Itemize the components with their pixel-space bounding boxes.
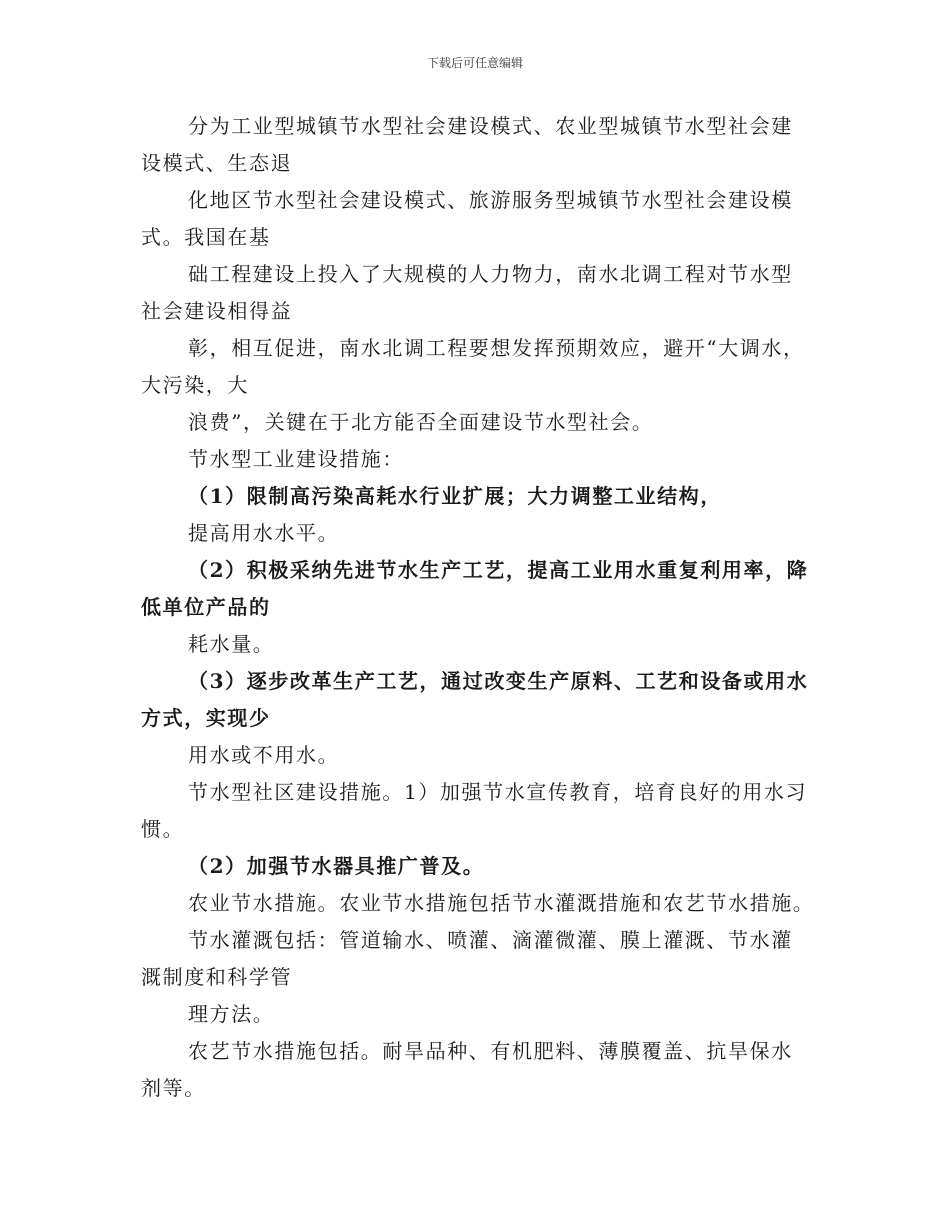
text-line: （3）逐步改革生产工艺，通过改变生产原料、工艺和设备或用水 xyxy=(188,669,809,693)
text-line: 理方法。 xyxy=(188,1002,275,1026)
text-line: 化地区节水型社会建设模式、旅游服务型城镇节水型社会建设模 xyxy=(188,188,793,212)
text-line: 提高用水水平。 xyxy=(188,521,340,545)
text-line: 农业节水措施。农业节水措施包括节水灌溉措施和农艺节水措施。 xyxy=(188,891,815,915)
text-line: 惯。 xyxy=(141,817,185,841)
text-line: （2）积极采纳先进节水生产工艺，提高工业用水重复利用率，降 xyxy=(188,558,809,582)
text-line: 彰，相互促进，南水北调工程要想发挥预期效应，避开“大调水， xyxy=(188,336,805,360)
text-line: 节水型工业建设措施： xyxy=(188,447,404,471)
page-header: 下载后可任意编辑 xyxy=(426,56,523,70)
text-line: 耗水量。 xyxy=(188,632,275,656)
text-line: （2）加强节水器具推广普及。 xyxy=(188,854,485,878)
text-line: 节水灌溉包括：管道输水、喷灌、滴灌微灌、膜上灌溉、节水灌 xyxy=(188,928,793,952)
text-line: 低单位产品的 xyxy=(141,595,271,619)
text-line: 剂等。 xyxy=(141,1076,206,1100)
text-line: 农艺节水措施包括。耐旱品种、有机肥料、薄膜覆盖、抗旱保水 xyxy=(188,1039,793,1063)
text-line: （1）限制高污染高耗水行业扩展；大力调整工业结构， xyxy=(188,484,722,508)
text-line: 大污染，大 xyxy=(141,373,249,397)
text-line: 式。我国在基 xyxy=(141,225,271,249)
text-line: 用水或不用水。 xyxy=(188,743,340,767)
text-line: 浪费”，关键在于北方能否全面建设节水型社会。 xyxy=(188,410,654,434)
document-body xyxy=(141,108,831,1107)
text-line: 设模式、生态退 xyxy=(141,151,293,175)
text-line: 节水型社区建设措施。1）加强节水宣传教育，培育良好的用水习 xyxy=(188,780,808,804)
text-line: 分为工业型城镇节水型社会建设模式、农业型城镇节水型社会建 xyxy=(188,114,793,138)
text-line: 础工程建设上投入了大规模的人力物力，南水北调工程对节水型 xyxy=(188,262,793,286)
text-line: 溉制度和科学管 xyxy=(141,965,293,989)
text-line: 社会建设相得益 xyxy=(141,299,293,323)
text-line: 方式，实现少 xyxy=(141,706,271,730)
